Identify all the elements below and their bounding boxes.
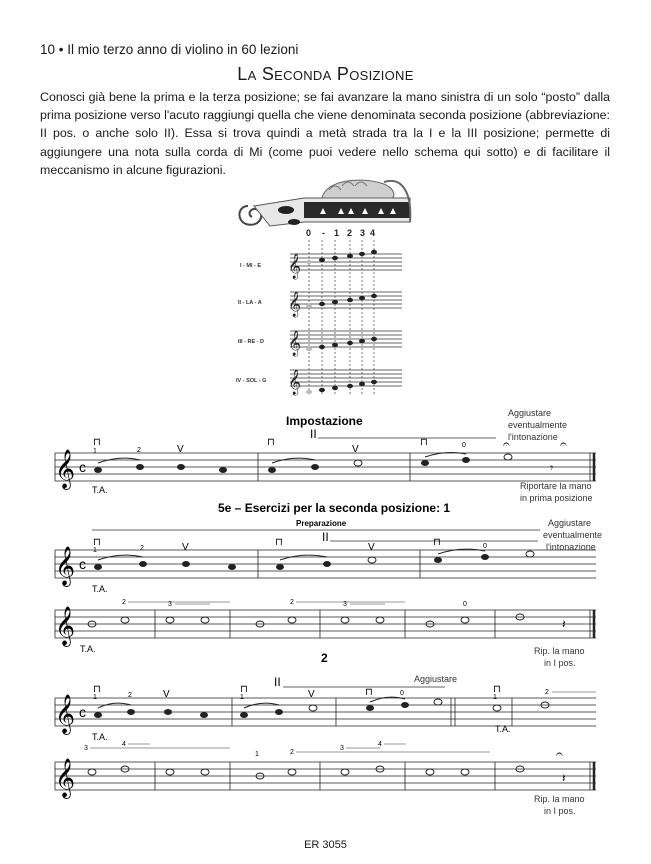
svg-text:𝄐: 𝄐	[560, 437, 567, 451]
svg-text:𝄾: 𝄾	[550, 461, 554, 475]
svg-text:1: 1	[240, 694, 244, 701]
svg-text:⊓: ⊓	[275, 537, 283, 548]
finger-label: 4	[370, 228, 376, 238]
svg-text:𝄽: 𝄽	[562, 771, 566, 785]
music-score	[0, 400, 651, 835]
treble-clef-icon: 𝄞	[288, 253, 302, 278]
treble-clef-icon: 𝄞	[55, 759, 76, 797]
position-mark: II	[274, 675, 281, 689]
staff	[55, 698, 596, 726]
svg-text:c: c	[79, 556, 86, 572]
svg-text:⊓: ⊓	[93, 684, 101, 695]
svg-text:2: 2	[290, 749, 294, 756]
treble-clef-icon: 𝄞	[55, 695, 76, 733]
svg-text:1: 1	[255, 751, 259, 758]
page-footer: ER 3055	[304, 839, 347, 851]
staff	[55, 762, 596, 790]
ta-label: T.A.	[92, 584, 108, 594]
svg-text:⊓: ⊓	[493, 684, 501, 695]
svg-text:𝄐: 𝄐	[556, 747, 563, 761]
string-label: II - LA - A	[238, 300, 262, 306]
finger-label: 1	[334, 228, 340, 238]
svg-text:3: 3	[343, 601, 347, 608]
svg-text:0: 0	[483, 543, 487, 550]
svg-text:1: 1	[93, 448, 97, 455]
svg-text:𝄐: 𝄐	[503, 437, 510, 451]
annotation-aggiustare-3: Aggiustare	[414, 674, 458, 684]
svg-text:3: 3	[168, 601, 172, 608]
exercise-number: 2	[321, 651, 328, 665]
time-signature: c	[79, 459, 86, 475]
svg-text:V: V	[352, 444, 359, 455]
svg-text:2: 2	[128, 692, 132, 699]
svg-text:⊓: ⊓	[267, 437, 275, 448]
svg-text:⊓: ⊓	[420, 437, 428, 448]
svg-text:V: V	[182, 542, 189, 553]
exercise-title: 5e – Esercizi per la seconda posizione: 1	[218, 501, 451, 515]
annotation-aggiustare: Aggiustare eventualmente l'intonazione	[508, 408, 568, 442]
treble-clef-icon: 𝄞	[288, 291, 302, 316]
intro-paragraph: Conosci già bene la prima e la terza posizione; se fai avanzare la mano sinistra di un solo “posto” dalla prima posizione verso l'acuto raggiungi quella che viene denominata seconda posizione (abbreviazione: II pos. o anche solo II). Essa si trova quindi a metà strada tra la I e la III posizione; permette di aggiungere una nota sulla corda di Mi (come puoi vedere nello schema qui sotto) e di facilitare il meccanismo in alcune figurazioni.	[40, 90, 610, 177]
svg-text:1: 1	[93, 547, 97, 554]
annotation-rip-2: Rip. la mano in I pos.	[534, 794, 585, 816]
annotation-aggiustare-2: Aggiustare eventualmente l'intonazione	[543, 518, 603, 552]
ta-label: T.A.	[92, 732, 108, 742]
treble-clef-icon: 𝄞	[55, 547, 76, 585]
svg-text:𝄽: 𝄽	[562, 617, 566, 631]
finger-label: 2	[347, 228, 353, 238]
treble-clef-icon: 𝄞	[55, 607, 76, 645]
annotation-rip: Rip. la mano in I pos.	[534, 646, 585, 668]
svg-text:2: 2	[140, 545, 144, 552]
svg-text:4: 4	[378, 741, 382, 748]
svg-text:1: 1	[93, 694, 97, 701]
svg-text:0: 0	[463, 601, 467, 608]
string-label: IV - SOL - G	[236, 378, 267, 384]
svg-text:2: 2	[137, 447, 141, 454]
svg-text:2: 2	[290, 599, 294, 606]
position-diagram	[234, 176, 414, 408]
staff	[55, 610, 596, 638]
svg-text:c: c	[79, 704, 86, 720]
ta-label: T.A.	[495, 724, 511, 734]
annotation-riportare: Riportare la mano in prima posizione	[520, 481, 593, 503]
section-title-impostazione: Impostazione	[286, 414, 363, 428]
preparazione-label: Preparazione	[296, 519, 347, 528]
finger-label: 3	[360, 228, 366, 238]
svg-text:4: 4	[122, 741, 126, 748]
string-label: III - RE - D	[238, 339, 264, 345]
svg-text:3: 3	[84, 745, 88, 752]
treble-clef-icon: 𝄞	[288, 369, 302, 394]
running-header: 10 • Il mio terzo anno di violino in 60 lezioni	[40, 42, 299, 57]
svg-text:0: 0	[462, 442, 466, 449]
svg-text:⊓: ⊓	[433, 537, 441, 548]
treble-clef-icon: 𝄞	[288, 330, 302, 355]
svg-text:⊓: ⊓	[93, 537, 101, 548]
svg-text:V: V	[368, 542, 375, 553]
treble-clef-icon: 𝄞	[55, 450, 76, 488]
finger-label: 0	[306, 228, 312, 238]
violin-neck-illustration	[239, 180, 410, 226]
svg-text:2: 2	[545, 689, 549, 696]
svg-text:V: V	[308, 689, 315, 700]
page-title: La Seconda Posizione	[237, 64, 414, 84]
svg-text:V: V	[177, 444, 184, 455]
svg-text:3: 3	[340, 745, 344, 752]
svg-text:⊓: ⊓	[365, 687, 373, 698]
position-mark: II	[322, 530, 329, 544]
svg-text:⊓: ⊓	[93, 437, 101, 448]
ta-label: T.A.	[92, 485, 108, 495]
finger-label: -	[322, 228, 325, 238]
svg-text:0: 0	[400, 690, 404, 697]
position-mark: II	[310, 427, 317, 441]
svg-text:V: V	[163, 689, 170, 700]
svg-text:1: 1	[493, 694, 497, 701]
ta-label: T.A.	[80, 644, 96, 654]
svg-text:2: 2	[122, 599, 126, 606]
svg-text:⊓: ⊓	[240, 684, 248, 695]
string-label: I - MI - E	[240, 263, 262, 269]
